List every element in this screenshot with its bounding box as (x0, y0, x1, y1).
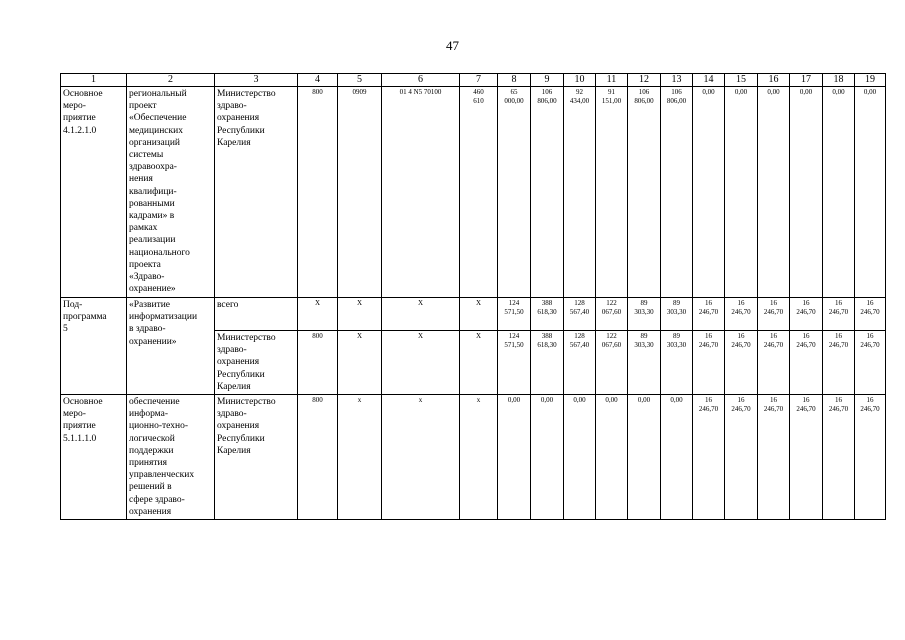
value-cell: 16 246,70 (790, 395, 823, 520)
budget-table (60, 73, 886, 520)
value-cell: 16 246,70 (725, 331, 758, 395)
column-header: 12 (628, 74, 661, 87)
value-cell: 16 246,70 (823, 395, 855, 520)
value-cell: 0,00 (596, 395, 628, 520)
value-cell: 16 246,70 (855, 395, 886, 520)
value-cell: х (460, 395, 498, 520)
value-cell: 0,00 (790, 87, 823, 298)
value-cell: 16 246,70 (693, 298, 725, 331)
value-cell: 16 246,70 (693, 331, 725, 395)
value-cell: 0,00 (693, 87, 725, 298)
value-cell: 16 246,70 (823, 331, 855, 395)
table-row (61, 298, 886, 331)
executor-cell: Министерство здраво- охранения Республики Карелия (215, 395, 298, 520)
column-header: 7 (460, 74, 498, 87)
value-cell: 0,00 (531, 395, 564, 520)
value-cell: Х (338, 298, 382, 331)
value-cell: Х (382, 331, 460, 395)
value-cell: 800 (298, 395, 338, 520)
value-cell: 0,00 (823, 87, 855, 298)
value-cell: х (338, 395, 382, 520)
column-header: 19 (855, 74, 886, 87)
column-header: 15 (725, 74, 758, 87)
column-header: 18 (823, 74, 855, 87)
value-cell: Х (460, 331, 498, 395)
value-cell: 388 618,30 (531, 298, 564, 331)
page-number: 47 (446, 38, 459, 53)
activity-name-cell: обеспечение информа- ционно-техно- логической поддержки принятия управленческих решений в сфере здраво- охранения (127, 395, 215, 520)
column-header: 14 (693, 74, 725, 87)
activity-code-cell: Основное меро- приятие 5.1.1.1.0 (61, 395, 127, 520)
value-cell: 16 246,70 (725, 298, 758, 331)
value-cell: 16 246,70 (823, 298, 855, 331)
value-cell: 122 067,60 (596, 331, 628, 395)
value-cell: 16 246,70 (855, 331, 886, 395)
column-header: 11 (596, 74, 628, 87)
column-header: 10 (564, 74, 596, 87)
value-cell: 01 4 N5 70100 (382, 87, 460, 298)
value-cell: 16 246,70 (693, 395, 725, 520)
column-header: 17 (790, 74, 823, 87)
value-cell: 91 151,00 (596, 87, 628, 298)
activity-name-cell: «Развитие информатизации в здраво- охранении» (127, 298, 215, 395)
activity-code-cell: Основное меро- приятие 4.1.2.1.0 (61, 87, 127, 298)
value-cell: 0,00 (758, 87, 790, 298)
column-header: 1 (61, 74, 127, 87)
value-cell: 16 246,70 (790, 331, 823, 395)
value-cell: 106 806,00 (661, 87, 693, 298)
activity-code-cell: Под- программа 5 (61, 298, 127, 395)
value-cell: 89 303,30 (661, 298, 693, 331)
column-header: 13 (661, 74, 693, 87)
value-cell: 106 806,00 (628, 87, 661, 298)
column-number-row (61, 74, 886, 87)
column-header: 4 (298, 74, 338, 87)
value-cell: 16 246,70 (758, 298, 790, 331)
value-cell: Х (338, 331, 382, 395)
value-cell: 65 000,00 (498, 87, 531, 298)
value-cell: 800 (298, 331, 338, 395)
column-header: 5 (338, 74, 382, 87)
value-cell: 0,00 (855, 87, 886, 298)
column-header: 8 (498, 74, 531, 87)
value-cell: 0,00 (628, 395, 661, 520)
value-cell: 89 303,30 (628, 298, 661, 331)
column-header: 16 (758, 74, 790, 87)
value-cell: 460 610 (460, 87, 498, 298)
value-cell: 388 618,30 (531, 331, 564, 395)
value-cell: Х (460, 298, 498, 331)
column-header: 3 (215, 74, 298, 87)
value-cell: 122 067,60 (596, 298, 628, 331)
value-cell: х (382, 395, 460, 520)
value-cell: 0,00 (725, 87, 758, 298)
value-cell: 16 246,70 (758, 395, 790, 520)
value-cell: 92 434,00 (564, 87, 596, 298)
activity-name-cell: региональный проект «Обеспечение медицинских организаций системы здравоохра- нения квалифици- рованными кадрами» в рамках реализации национального проекта «Здраво- охранение» (127, 87, 215, 298)
value-cell: Х (382, 298, 460, 331)
value-cell: 128 567,40 (564, 298, 596, 331)
value-cell: 0,00 (498, 395, 531, 520)
executor-cell: Министерство здраво- охранения Республики Карелия (215, 87, 298, 298)
value-cell: 0,00 (661, 395, 693, 520)
table-row (61, 87, 886, 298)
executor-cell: всего (215, 298, 298, 331)
value-cell: 128 567,40 (564, 331, 596, 395)
value-cell: 16 246,70 (758, 331, 790, 395)
column-header: 6 (382, 74, 460, 87)
value-cell: 89 303,30 (661, 331, 693, 395)
value-cell: 124 571,50 (498, 331, 531, 395)
value-cell: Х (298, 298, 338, 331)
value-cell: 0909 (338, 87, 382, 298)
column-header: 9 (531, 74, 564, 87)
table-row (61, 395, 886, 520)
value-cell: 0,00 (564, 395, 596, 520)
value-cell: 800 (298, 87, 338, 298)
value-cell: 16 246,70 (790, 298, 823, 331)
value-cell: 89 303,30 (628, 331, 661, 395)
column-header: 2 (127, 74, 215, 87)
value-cell: 16 246,70 (725, 395, 758, 520)
value-cell: 124 571,50 (498, 298, 531, 331)
executor-cell: Министерство здраво- охранения Республики Карелия (215, 331, 298, 395)
value-cell: 106 806,00 (531, 87, 564, 298)
value-cell: 16 246,70 (855, 298, 886, 331)
